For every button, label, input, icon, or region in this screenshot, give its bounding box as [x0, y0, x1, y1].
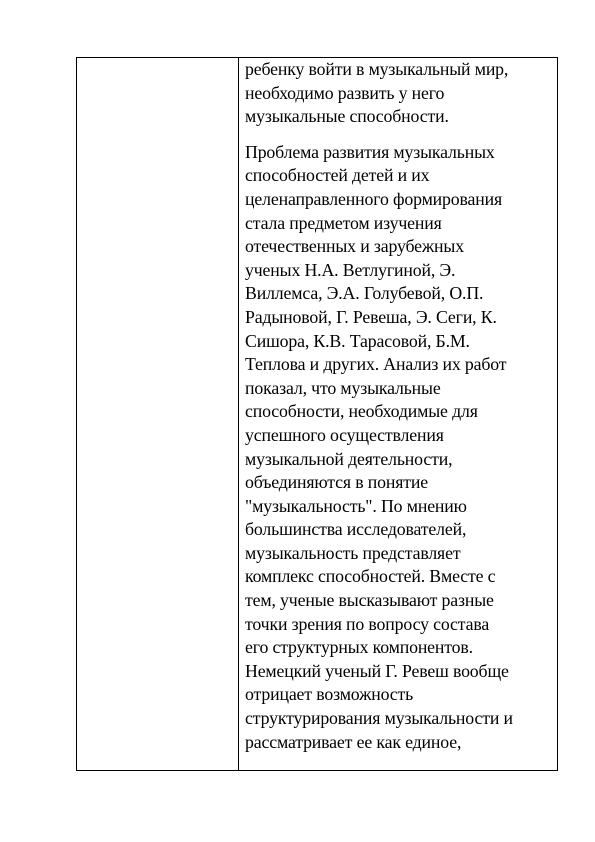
text-line: необходимо развить у него: [245, 82, 445, 103]
text-line: Радыновой, Г. Ревеша, Э. Сеги, К.: [245, 306, 497, 327]
text-line: большинства исследователей,: [245, 519, 467, 540]
cell-text-block: [239, 58, 557, 754]
text-line: его структурных компонентов.: [245, 637, 473, 658]
text-line: рассматривает ее как единое,: [245, 731, 462, 752]
text-line: Виллемса, Э.А. Голубевой, О.П.: [245, 283, 484, 304]
right-cell: [239, 58, 558, 771]
text-line: ученых Н.А. Ветлугиной, Э.: [245, 259, 456, 280]
text-line: структурирования музыкальности и: [245, 708, 513, 729]
text-line: музыкальные способности.: [245, 106, 449, 127]
paragraph-intro: [245, 58, 557, 129]
text-line: музыкальной деятельности,: [245, 448, 453, 469]
text-line: стала предметом изучения: [245, 212, 442, 233]
left-cell: [77, 58, 239, 771]
text-line: тем, ученые высказывают разные: [245, 590, 494, 611]
text-line: показал, что музыкальные: [245, 377, 441, 398]
text-line: ребенку войти в музыкальный мир,: [245, 59, 509, 79]
text-line: музыкальность представляет: [245, 542, 461, 563]
text-line: точки зрения по вопросу состава: [245, 613, 490, 634]
document-table: [76, 57, 558, 771]
table-row: [77, 58, 558, 771]
text-line: Сишора, К.В. Тарасовой, Б.М.: [245, 330, 470, 351]
text-line: отрицает возможность: [245, 684, 414, 705]
text-line: способности, необходимые для: [245, 401, 478, 422]
text-line: успешного осуществления: [245, 424, 444, 445]
text-line: целенаправленного формирования: [245, 188, 503, 209]
text-line: отечественных и зарубежных: [245, 236, 464, 257]
paragraph-main: [245, 141, 557, 754]
text-line: Немецкий ученый Г. Ревеш вообще: [245, 660, 509, 681]
text-line: Теплова и других. Анализ их работ: [245, 354, 507, 375]
text-line: комплекс способностей. Вместе с: [245, 566, 496, 587]
text-line: "музыкальность". По мнению: [245, 495, 467, 516]
text-line: способностей детей и их: [245, 165, 430, 186]
text-line: Проблема развития музыкальных: [245, 141, 495, 162]
text-line: объединяются в понятие: [245, 472, 428, 493]
